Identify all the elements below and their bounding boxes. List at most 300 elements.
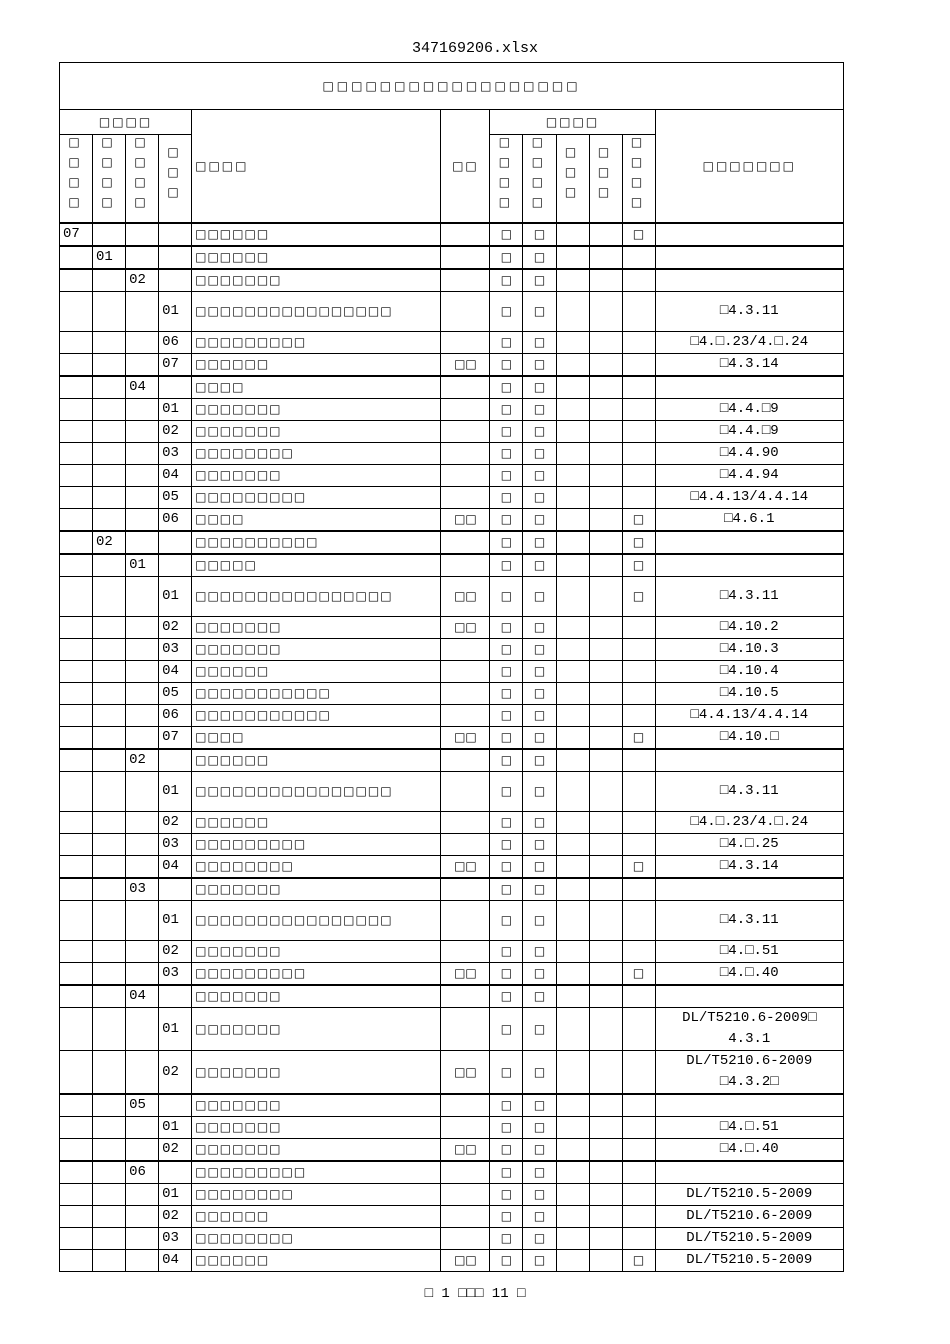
code-level-3-cell	[126, 465, 159, 487]
extra-mark-cell: □□	[441, 856, 490, 879]
column-header-c3: □□□□	[126, 135, 159, 224]
item-name-cell: □□□□□□□	[192, 399, 441, 421]
code-level-1-cell	[60, 661, 93, 683]
mark-4-cell	[589, 985, 622, 1008]
mark-1-cell: □	[490, 1161, 523, 1184]
mark-3-cell	[556, 1051, 589, 1095]
extra-mark-cell	[441, 554, 490, 577]
reference-cell: DL/T5210.6-2009	[655, 1206, 843, 1228]
table-row	[60, 443, 844, 465]
mark-3-cell	[556, 772, 589, 812]
mark-4-cell	[589, 812, 622, 834]
code-level-3-cell	[126, 639, 159, 661]
extra-mark-cell	[441, 834, 490, 856]
code-level-2-cell	[93, 985, 126, 1008]
table-row	[60, 985, 844, 1008]
extra-mark-cell: □□	[441, 963, 490, 986]
mark-1-cell: □	[490, 1139, 523, 1162]
mark-1-cell: □	[490, 1228, 523, 1250]
extra-mark-cell	[441, 465, 490, 487]
mark-5-cell	[622, 1051, 655, 1095]
mark-5-cell	[622, 292, 655, 332]
extra-mark-cell	[441, 269, 490, 292]
reference-cell: DL/T5210.5-2009	[655, 1184, 843, 1206]
table-row	[60, 963, 844, 986]
mark-2-cell: □	[523, 246, 556, 269]
extra-mark-cell: □□	[441, 1051, 490, 1095]
code-level-1-cell	[60, 443, 93, 465]
item-name-cell: □□□□□□□	[192, 985, 441, 1008]
code-level-4-cell: 03	[159, 834, 192, 856]
code-level-2-cell	[93, 661, 126, 683]
item-name-cell: □□□□	[192, 376, 441, 399]
mark-3-cell	[556, 376, 589, 399]
mark-4-cell	[589, 727, 622, 750]
mark-2-cell: □	[523, 834, 556, 856]
mark-2-cell: □	[523, 617, 556, 639]
mark-3-cell	[556, 1139, 589, 1162]
mark-2-cell: □	[523, 812, 556, 834]
column-header-m1: □□□□	[490, 135, 523, 224]
code-level-3-cell	[126, 509, 159, 532]
table-row	[60, 901, 844, 941]
mark-5-cell	[622, 487, 655, 509]
mark-2-cell: □	[523, 661, 556, 683]
code-level-4-cell: 02	[159, 1139, 192, 1162]
extra-mark-cell	[441, 705, 490, 727]
code-level-1-cell	[60, 812, 93, 834]
item-name-cell: □□□□□	[192, 554, 441, 577]
mark-3-cell	[556, 661, 589, 683]
code-level-1-cell	[60, 1094, 93, 1117]
mark-1-cell: □	[490, 223, 523, 246]
extra-mark-cell	[441, 376, 490, 399]
mark-4-cell	[589, 292, 622, 332]
code-level-4-cell: 02	[159, 1051, 192, 1095]
mark-1-cell: □	[490, 332, 523, 354]
item-name-cell: □□□□□□□□□	[192, 834, 441, 856]
table-row	[60, 1228, 844, 1250]
item-name-cell: □□□□□□□□□	[192, 963, 441, 986]
extra-mark-cell	[441, 941, 490, 963]
code-level-4-cell: 05	[159, 683, 192, 705]
table-row	[60, 1117, 844, 1139]
code-level-4-cell: 06	[159, 705, 192, 727]
mark-2-cell: □	[523, 941, 556, 963]
mark-2-cell: □	[523, 1117, 556, 1139]
mark-4-cell	[589, 749, 622, 772]
mark-3-cell	[556, 1117, 589, 1139]
page-footer: □ 1 □□□ 11 □	[424, 1286, 526, 1302]
code-level-3-cell	[126, 705, 159, 727]
code-level-3-cell: 03	[126, 878, 159, 901]
extra-mark-cell	[441, 683, 490, 705]
code-level-2-cell	[93, 834, 126, 856]
mark-2-cell: □	[523, 487, 556, 509]
code-level-2-cell	[93, 1117, 126, 1139]
item-name-cell: □□□□□□□□□	[192, 332, 441, 354]
mark-1-cell: □	[490, 1008, 523, 1051]
mark-3-cell	[556, 856, 589, 879]
mark-2-cell: □	[523, 1008, 556, 1051]
code-level-3-cell	[126, 1184, 159, 1206]
code-level-2-cell	[93, 963, 126, 986]
mark-5-cell: □	[622, 856, 655, 879]
code-level-3-cell	[126, 1206, 159, 1228]
mark-3-cell	[556, 705, 589, 727]
reference-cell	[655, 554, 843, 577]
mark-2-cell: □	[523, 509, 556, 532]
code-level-1-cell	[60, 941, 93, 963]
table-row	[60, 1250, 844, 1272]
code-level-1-cell	[60, 509, 93, 532]
mark-4-cell	[589, 443, 622, 465]
extra-mark-cell: □□	[441, 577, 490, 617]
mark-1-cell: □	[490, 1117, 523, 1139]
mark-5-cell	[622, 834, 655, 856]
mark-3-cell	[556, 812, 589, 834]
code-level-4-cell	[159, 1094, 192, 1117]
mark-1-cell: □	[490, 834, 523, 856]
code-level-1-cell	[60, 292, 93, 332]
extra-mark-cell	[441, 223, 490, 246]
mark-4-cell	[589, 772, 622, 812]
code-level-1-cell	[60, 834, 93, 856]
mark-5-cell	[622, 399, 655, 421]
code-level-2-cell	[93, 878, 126, 901]
mark-1-cell: □	[490, 465, 523, 487]
code-level-1-cell	[60, 639, 93, 661]
mark-2-cell: □	[523, 292, 556, 332]
code-level-2-cell	[93, 772, 126, 812]
code-level-3-cell	[126, 727, 159, 750]
table-row	[60, 727, 844, 750]
mark-3-cell	[556, 1184, 589, 1206]
code-level-4-cell: 04	[159, 1250, 192, 1272]
mark-3-cell	[556, 577, 589, 617]
extra-mark-cell	[441, 1094, 490, 1117]
table-row	[60, 332, 844, 354]
code-level-2-cell	[93, 487, 126, 509]
item-name-cell: □□□□□□□□□□	[192, 531, 441, 554]
mark-5-cell	[622, 269, 655, 292]
mark-2-cell: □	[523, 1139, 556, 1162]
column-header-m4: □□□	[589, 135, 622, 224]
mark-1-cell: □	[490, 812, 523, 834]
mark-4-cell	[589, 705, 622, 727]
item-name-cell: □□□□□□□	[192, 617, 441, 639]
code-level-2-cell	[93, 901, 126, 941]
mark-2-cell: □	[523, 1094, 556, 1117]
reference-cell: □4.4.90	[655, 443, 843, 465]
mark-4-cell	[589, 1184, 622, 1206]
mark-3-cell	[556, 554, 589, 577]
mark-1-cell: □	[490, 617, 523, 639]
mark-4-cell	[589, 901, 622, 941]
mark-3-cell	[556, 531, 589, 554]
mark-1-cell: □	[490, 963, 523, 986]
reference-cell: □4.10.4	[655, 661, 843, 683]
code-level-4-cell: 02	[159, 1206, 192, 1228]
code-level-3-cell	[126, 772, 159, 812]
code-level-2-cell	[93, 749, 126, 772]
mark-2-cell: □	[523, 963, 556, 986]
extra-mark-cell	[441, 399, 490, 421]
table-row	[60, 705, 844, 727]
item-name-cell: □□□□□□	[192, 1250, 441, 1272]
reference-cell: □4.□.23/4.□.24	[655, 812, 843, 834]
code-level-1-cell	[60, 531, 93, 554]
item-name-cell: □□□□□□□	[192, 421, 441, 443]
code-level-3-cell: 06	[126, 1161, 159, 1184]
code-level-3-cell	[126, 963, 159, 986]
mark-5-cell: □	[622, 554, 655, 577]
mark-5-cell	[622, 332, 655, 354]
code-level-2-cell	[93, 1206, 126, 1228]
mark-1-cell: □	[490, 1051, 523, 1095]
mark-5-cell	[622, 1228, 655, 1250]
code-level-2-cell	[93, 223, 126, 246]
item-name-cell: □□□□□□□□□□□□□□□□	[192, 577, 441, 617]
mark-1-cell: □	[490, 941, 523, 963]
mark-5-cell: □	[622, 223, 655, 246]
code-level-4-cell: 01	[159, 1117, 192, 1139]
reference-cell: □4.4.94	[655, 465, 843, 487]
mark-3-cell	[556, 1008, 589, 1051]
item-name-cell: □□□□□□□	[192, 465, 441, 487]
mark-2-cell: □	[523, 1206, 556, 1228]
code-level-3-cell: 02	[126, 749, 159, 772]
mark-2-cell: □	[523, 727, 556, 750]
mark-4-cell	[589, 963, 622, 986]
item-name-cell: □□□□□□	[192, 223, 441, 246]
code-level-3-cell	[126, 661, 159, 683]
item-name-cell: □□□□□□□	[192, 1139, 441, 1162]
extra-mark-cell	[441, 1117, 490, 1139]
mark-1-cell: □	[490, 443, 523, 465]
item-name-cell: □□□□□□□	[192, 1008, 441, 1051]
mark-3-cell	[556, 1206, 589, 1228]
mark-4-cell	[589, 246, 622, 269]
extra-mark-cell	[441, 812, 490, 834]
code-level-1-cell	[60, 901, 93, 941]
reference-cell: □4.4.13/4.4.14	[655, 705, 843, 727]
code-level-2-cell	[93, 683, 126, 705]
extra-mark-cell	[441, 421, 490, 443]
item-name-cell: □□□□□□□	[192, 1117, 441, 1139]
code-level-3-cell	[126, 1250, 159, 1272]
code-level-2-cell	[93, 577, 126, 617]
mark-5-cell	[622, 985, 655, 1008]
code-level-3-cell	[126, 421, 159, 443]
column-header-m3: □□□	[556, 135, 589, 224]
mark-2-cell: □	[523, 421, 556, 443]
code-level-3-cell	[126, 683, 159, 705]
code-level-4-cell	[159, 376, 192, 399]
table-row	[60, 1206, 844, 1228]
mark-1-cell: □	[490, 901, 523, 941]
code-level-1-cell	[60, 985, 93, 1008]
mark-5-cell	[622, 941, 655, 963]
mark-5-cell	[622, 1139, 655, 1162]
code-level-1-cell	[60, 1161, 93, 1184]
extra-mark-cell	[441, 772, 490, 812]
code-level-4-cell: 01	[159, 901, 192, 941]
code-level-1-cell	[60, 487, 93, 509]
mark-5-cell	[622, 617, 655, 639]
mark-4-cell	[589, 1228, 622, 1250]
code-level-1-cell	[60, 577, 93, 617]
mark-5-cell	[622, 1117, 655, 1139]
code-level-2-cell	[93, 554, 126, 577]
mark-2-cell: □	[523, 577, 556, 617]
code-level-1-cell	[60, 246, 93, 269]
item-name-cell: □□□□□□□□□□□	[192, 705, 441, 727]
mark-2-cell: □	[523, 683, 556, 705]
extra-mark-cell: □□	[441, 1139, 490, 1162]
table-row	[60, 354, 844, 377]
mark-5-cell	[622, 639, 655, 661]
extra-mark-cell: □□	[441, 509, 490, 532]
code-level-2-cell	[93, 376, 126, 399]
code-level-3-cell	[126, 1008, 159, 1051]
mark-4-cell	[589, 509, 622, 532]
mark-5-cell	[622, 705, 655, 727]
mark-2-cell: □	[523, 443, 556, 465]
code-level-3-cell	[126, 399, 159, 421]
reference-cell: □4.3.11	[655, 577, 843, 617]
mark-1-cell: □	[490, 1094, 523, 1117]
reference-cell	[655, 376, 843, 399]
mark-4-cell	[589, 683, 622, 705]
code-level-2-cell: 02	[93, 531, 126, 554]
mark-3-cell	[556, 878, 589, 901]
mark-1-cell: □	[490, 354, 523, 377]
group-header-left: □□□□	[60, 110, 192, 135]
item-name-cell: □□□□□□□	[192, 1094, 441, 1117]
mark-4-cell	[589, 941, 622, 963]
mark-5-cell	[622, 376, 655, 399]
extra-mark-cell: □□	[441, 354, 490, 377]
code-level-4-cell: 01	[159, 772, 192, 812]
code-level-4-cell: 06	[159, 509, 192, 532]
table-row	[60, 639, 844, 661]
mark-3-cell	[556, 1094, 589, 1117]
mark-2-cell: □	[523, 856, 556, 879]
reference-cell: □4.3.11	[655, 901, 843, 941]
code-level-1-cell	[60, 1117, 93, 1139]
table-row	[60, 246, 844, 269]
mark-3-cell	[556, 421, 589, 443]
code-level-4-cell	[159, 554, 192, 577]
code-level-3-cell: 05	[126, 1094, 159, 1117]
extra-mark-cell	[441, 487, 490, 509]
table-row	[60, 834, 844, 856]
mark-3-cell	[556, 246, 589, 269]
mark-3-cell	[556, 963, 589, 986]
item-name-cell: □□□□□□	[192, 661, 441, 683]
code-level-1-cell	[60, 749, 93, 772]
extra-mark-cell	[441, 1008, 490, 1051]
extra-mark-cell	[441, 292, 490, 332]
code-level-1-cell	[60, 1008, 93, 1051]
mark-5-cell	[622, 878, 655, 901]
mark-3-cell	[556, 834, 589, 856]
code-level-1-cell	[60, 554, 93, 577]
mark-5-cell: □	[622, 963, 655, 986]
code-level-1-cell	[60, 1250, 93, 1272]
mark-1-cell: □	[490, 399, 523, 421]
code-level-3-cell	[126, 941, 159, 963]
reference-cell: □4.3.11	[655, 772, 843, 812]
mark-2-cell: □	[523, 332, 556, 354]
code-level-4-cell: 07	[159, 727, 192, 750]
reference-cell: □4.10.2	[655, 617, 843, 639]
extra-mark-cell: □□	[441, 727, 490, 750]
code-level-3-cell	[126, 1117, 159, 1139]
code-level-1-cell	[60, 399, 93, 421]
extra-mark-cell	[441, 1206, 490, 1228]
mark-3-cell	[556, 749, 589, 772]
code-level-3-cell	[126, 332, 159, 354]
code-level-1-cell	[60, 465, 93, 487]
reference-cell: DL/T5210.6-2009 □4.3.2□	[655, 1051, 843, 1095]
mark-3-cell	[556, 332, 589, 354]
table-row	[60, 1139, 844, 1162]
table-row	[60, 269, 844, 292]
item-name-cell: □□□□	[192, 727, 441, 750]
code-level-4-cell: 04	[159, 856, 192, 879]
reference-cell: □4.□.40	[655, 963, 843, 986]
column-header-c1: □□□□	[60, 135, 93, 224]
code-level-3-cell	[126, 1051, 159, 1095]
item-name-cell: □□□□□□□□	[192, 443, 441, 465]
code-level-1-cell	[60, 376, 93, 399]
mark-4-cell	[589, 487, 622, 509]
code-level-3-cell	[126, 246, 159, 269]
code-level-1-cell	[60, 683, 93, 705]
table-row	[60, 1161, 844, 1184]
code-level-4-cell: 01	[159, 399, 192, 421]
code-level-1-cell	[60, 421, 93, 443]
code-level-2-cell	[93, 705, 126, 727]
table-row	[60, 399, 844, 421]
mark-4-cell	[589, 223, 622, 246]
code-level-4-cell: 04	[159, 465, 192, 487]
code-level-1-cell	[60, 1184, 93, 1206]
code-level-1-cell	[60, 727, 93, 750]
table-row	[60, 1094, 844, 1117]
reference-cell: □4.4.□9	[655, 421, 843, 443]
code-level-2-cell: 01	[93, 246, 126, 269]
mark-1-cell: □	[490, 577, 523, 617]
code-level-2-cell	[93, 727, 126, 750]
mark-2-cell: □	[523, 1250, 556, 1272]
mark-2-cell: □	[523, 1051, 556, 1095]
table-row	[60, 465, 844, 487]
extra-mark-cell	[441, 1228, 490, 1250]
document-filename: 347169206.xlsx	[411, 40, 539, 57]
code-level-1-cell	[60, 354, 93, 377]
mark-3-cell	[556, 269, 589, 292]
mark-1-cell: □	[490, 509, 523, 532]
code-level-4-cell: 05	[159, 487, 192, 509]
reference-cell: □4.□.23/4.□.24	[655, 332, 843, 354]
extra-mark-cell	[441, 878, 490, 901]
reference-cell: □4.□.51	[655, 941, 843, 963]
code-level-3-cell	[126, 487, 159, 509]
mark-1-cell: □	[490, 878, 523, 901]
